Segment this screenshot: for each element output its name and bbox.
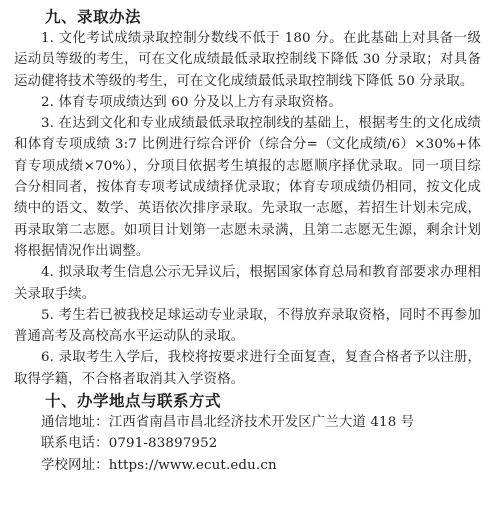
admission-rule-3: 3. 在达到文化和专业成绩最低录取控制线的基础上，根据考生的文化成绩和体育专项成绩 3:7 比例进行综合评价（综合分=（文化成绩/6）×30%+体育专项成绩×70%），分项目依据考生填报的志愿顺序择优录取。同一项目综合分相同者，按体育专项考试成绩择优录取；体育专项成绩仍相同，按文化成绩中的语文、数学、英语依次排序录取。先录取一志愿，若招生计划未完成，再录取第二志愿。如项目计划第一志愿未录满，且第二志愿无生源，剩余计划将根据情况作出调整。: [14, 116, 481, 259]
mailing-address: 通信地址：江西省南昌市昌北经济技术开发区广兰大道 418 号: [41, 415, 415, 431]
admission-rule-1: 1. 文化考试成绩录取控制分数线不低于 180 分。在此基础上对具备一级运动员等级的考生，可在文化成绩最低录取控制线下降低 30 分录取；对具备运动健将技术等级的考生，可在文化成绩最低录取控制线下降低 50 分录取。: [14, 31, 481, 89]
school-website: 学校网址：https://www.ecut.edu.cn: [41, 457, 277, 473]
admission-rule-4: 4. 拟录取考生信息公示无异议后，根据国家体育总局和教育部要求办理相关录取手续。: [14, 265, 481, 302]
section-heading-location-contact: 十、办学地点与联系方式: [45, 392, 222, 411]
section-heading-admission-method: 九、录取办法: [45, 8, 142, 26]
admission-rule-5: 5. 考生若已被我校足球运动专业录取，不得放弃录取资格，同时不再参加普通高考及高校高水平运动队的录取。: [14, 307, 481, 345]
admission-rule-2: 2. 体育专项成绩达到 60 分及以上方有录取资格。: [41, 94, 342, 110]
contact-phone: 联系电话：0791-83897952: [41, 436, 218, 452]
admission-rule-6: 6. 录取考生入学后，我校将按要求进行全面复查，复查合格者予以注册，取得学籍，不合格者取消其入学资格。: [14, 350, 481, 387]
